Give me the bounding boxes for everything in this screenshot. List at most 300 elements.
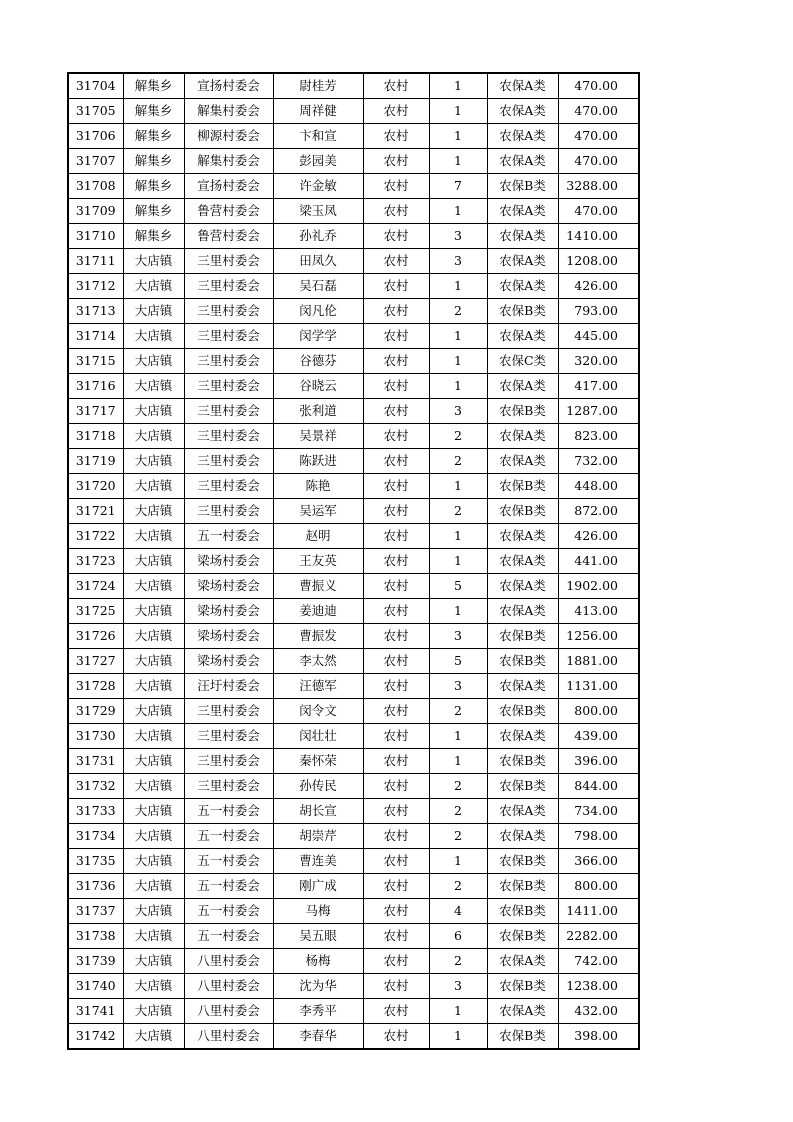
table-row	[68, 724, 639, 749]
table-row	[68, 749, 639, 774]
amount-cell: 872.00	[558, 499, 639, 524]
household-type-cell: 农村	[363, 949, 429, 974]
village-committee-cell: 解集村委会	[184, 149, 273, 174]
township-cell: 大店镇	[123, 324, 184, 349]
person-name-cell: 李太然	[273, 649, 363, 674]
insurance-category-cell: 农保B类	[487, 399, 558, 424]
household-type-cell: 农村	[363, 774, 429, 799]
amount-cell: 798.00	[558, 824, 639, 849]
village-committee-cell: 宣扬村委会	[184, 73, 273, 99]
insurance-category-cell: 农保A类	[487, 199, 558, 224]
village-committee-cell: 三里村委会	[184, 399, 273, 424]
township-cell: 大店镇	[123, 974, 184, 999]
table-row	[68, 99, 639, 124]
table-row	[68, 249, 639, 274]
table-row	[68, 899, 639, 924]
household-size-cell: 1	[429, 99, 487, 124]
household-type-cell: 农村	[363, 699, 429, 724]
person-name-cell: 沈为华	[273, 974, 363, 999]
township-cell: 大店镇	[123, 549, 184, 574]
township-cell: 解集乡	[123, 99, 184, 124]
person-name-cell: 曹振义	[273, 574, 363, 599]
insurance-category-cell: 农保A类	[487, 99, 558, 124]
person-name-cell: 许金敏	[273, 174, 363, 199]
person-name-cell: 尉桂芳	[273, 73, 363, 99]
record-number-cell: 31704	[68, 73, 123, 99]
household-size-cell: 1	[429, 349, 487, 374]
insurance-category-cell: 农保B类	[487, 974, 558, 999]
village-committee-cell: 八里村委会	[184, 999, 273, 1024]
person-name-cell: 闵壮壮	[273, 724, 363, 749]
record-number-cell: 31737	[68, 899, 123, 924]
person-name-cell: 陈艳	[273, 474, 363, 499]
table-row	[68, 524, 639, 549]
amount-cell: 448.00	[558, 474, 639, 499]
township-cell: 大店镇	[123, 574, 184, 599]
record-number-cell: 31720	[68, 474, 123, 499]
table-row	[68, 549, 639, 574]
amount-cell: 1256.00	[558, 624, 639, 649]
household-type-cell: 农村	[363, 399, 429, 424]
person-name-cell: 田凤久	[273, 249, 363, 274]
township-cell: 大店镇	[123, 474, 184, 499]
village-committee-cell: 八里村委会	[184, 1024, 273, 1050]
household-size-cell: 2	[429, 499, 487, 524]
person-name-cell: 谷晓云	[273, 374, 363, 399]
insurance-category-cell: 农保A类	[487, 424, 558, 449]
person-name-cell: 马梅	[273, 899, 363, 924]
township-cell: 大店镇	[123, 299, 184, 324]
household-size-cell: 1	[429, 149, 487, 174]
person-name-cell: 李秀平	[273, 999, 363, 1024]
record-number-cell: 31721	[68, 499, 123, 524]
township-cell: 大店镇	[123, 874, 184, 899]
township-cell: 大店镇	[123, 849, 184, 874]
person-name-cell: 周祥健	[273, 99, 363, 124]
household-type-cell: 农村	[363, 374, 429, 399]
household-size-cell: 2	[429, 874, 487, 899]
person-name-cell: 陈跃进	[273, 449, 363, 474]
insurance-category-cell: 农保A类	[487, 999, 558, 1024]
village-committee-cell: 三里村委会	[184, 749, 273, 774]
household-type-cell: 农村	[363, 449, 429, 474]
record-number-cell: 31733	[68, 799, 123, 824]
village-committee-cell: 三里村委会	[184, 299, 273, 324]
amount-cell: 1410.00	[558, 224, 639, 249]
person-name-cell: 刚广成	[273, 874, 363, 899]
household-type-cell: 农村	[363, 649, 429, 674]
amount-cell: 2282.00	[558, 924, 639, 949]
amount-cell: 732.00	[558, 449, 639, 474]
table-row	[68, 449, 639, 474]
record-number-cell: 31729	[68, 699, 123, 724]
insurance-category-cell: 农保A类	[487, 824, 558, 849]
household-type-cell: 农村	[363, 149, 429, 174]
amount-cell: 470.00	[558, 99, 639, 124]
insurance-category-cell: 农保B类	[487, 299, 558, 324]
record-number-cell: 31705	[68, 99, 123, 124]
household-size-cell: 1	[429, 274, 487, 299]
household-type-cell: 农村	[363, 199, 429, 224]
household-type-cell: 农村	[363, 299, 429, 324]
amount-cell: 426.00	[558, 274, 639, 299]
record-number-cell: 31725	[68, 599, 123, 624]
village-committee-cell: 梁场村委会	[184, 574, 273, 599]
record-number-cell: 31736	[68, 874, 123, 899]
table-row	[68, 399, 639, 424]
record-number-cell: 31719	[68, 449, 123, 474]
household-size-cell: 2	[429, 774, 487, 799]
household-size-cell: 1	[429, 749, 487, 774]
township-cell: 大店镇	[123, 349, 184, 374]
table-row	[68, 999, 639, 1024]
household-size-cell: 7	[429, 174, 487, 199]
township-cell: 解集乡	[123, 73, 184, 99]
amount-cell: 734.00	[558, 799, 639, 824]
township-cell: 大店镇	[123, 774, 184, 799]
household-type-cell: 农村	[363, 324, 429, 349]
household-size-cell: 2	[429, 699, 487, 724]
amount-cell: 441.00	[558, 549, 639, 574]
beneficiary-table	[67, 72, 640, 1050]
amount-cell: 1131.00	[558, 674, 639, 699]
township-cell: 大店镇	[123, 599, 184, 624]
insurance-category-cell: 农保B类	[487, 849, 558, 874]
household-size-cell: 2	[429, 824, 487, 849]
record-number-cell: 31709	[68, 199, 123, 224]
household-size-cell: 2	[429, 299, 487, 324]
household-size-cell: 1	[429, 474, 487, 499]
household-size-cell: 3	[429, 974, 487, 999]
village-committee-cell: 三里村委会	[184, 274, 273, 299]
record-number-cell: 31726	[68, 624, 123, 649]
household-type-cell: 农村	[363, 524, 429, 549]
person-name-cell: 赵明	[273, 524, 363, 549]
person-name-cell: 王友英	[273, 549, 363, 574]
household-size-cell: 3	[429, 624, 487, 649]
amount-cell: 439.00	[558, 724, 639, 749]
household-type-cell: 农村	[363, 874, 429, 899]
insurance-category-cell: 农保A类	[487, 574, 558, 599]
insurance-category-cell: 农保A类	[487, 549, 558, 574]
person-name-cell: 曹连美	[273, 849, 363, 874]
village-committee-cell: 五一村委会	[184, 524, 273, 549]
table-row	[68, 824, 639, 849]
amount-cell: 793.00	[558, 299, 639, 324]
township-cell: 大店镇	[123, 499, 184, 524]
household-size-cell: 1	[429, 124, 487, 149]
record-number-cell: 31728	[68, 674, 123, 699]
insurance-category-cell: 农保C类	[487, 349, 558, 374]
household-type-cell: 农村	[363, 924, 429, 949]
table-row	[68, 274, 639, 299]
household-type-cell: 农村	[363, 99, 429, 124]
person-name-cell: 闵凡伦	[273, 299, 363, 324]
amount-cell: 470.00	[558, 124, 639, 149]
household-type-cell: 农村	[363, 249, 429, 274]
household-size-cell: 2	[429, 949, 487, 974]
household-size-cell: 5	[429, 574, 487, 599]
table-row	[68, 974, 639, 999]
village-committee-cell: 八里村委会	[184, 949, 273, 974]
insurance-category-cell: 农保A类	[487, 799, 558, 824]
township-cell: 大店镇	[123, 524, 184, 549]
insurance-category-cell: 农保A类	[487, 524, 558, 549]
township-cell: 大店镇	[123, 924, 184, 949]
person-name-cell: 杨梅	[273, 949, 363, 974]
township-cell: 大店镇	[123, 799, 184, 824]
household-type-cell: 农村	[363, 224, 429, 249]
insurance-category-cell: 农保A类	[487, 674, 558, 699]
insurance-category-cell: 农保A类	[487, 149, 558, 174]
person-name-cell: 姜迪迪	[273, 599, 363, 624]
record-number-cell: 31710	[68, 224, 123, 249]
person-name-cell: 汪德军	[273, 674, 363, 699]
village-committee-cell: 鲁营村委会	[184, 224, 273, 249]
record-number-cell: 31727	[68, 649, 123, 674]
record-number-cell: 31723	[68, 549, 123, 574]
table-row	[68, 799, 639, 824]
insurance-category-cell: 农保B类	[487, 699, 558, 724]
table-row	[68, 424, 639, 449]
village-committee-cell: 五一村委会	[184, 824, 273, 849]
township-cell: 解集乡	[123, 124, 184, 149]
insurance-category-cell: 农保B类	[487, 474, 558, 499]
record-number-cell: 31708	[68, 174, 123, 199]
village-committee-cell: 梁场村委会	[184, 624, 273, 649]
household-size-cell: 2	[429, 449, 487, 474]
household-size-cell: 5	[429, 649, 487, 674]
household-type-cell: 农村	[363, 899, 429, 924]
village-committee-cell: 三里村委会	[184, 724, 273, 749]
village-committee-cell: 三里村委会	[184, 349, 273, 374]
table-row	[68, 849, 639, 874]
insurance-category-cell: 农保A类	[487, 124, 558, 149]
amount-cell: 426.00	[558, 524, 639, 549]
amount-cell: 823.00	[558, 424, 639, 449]
insurance-category-cell: 农保A类	[487, 73, 558, 99]
record-number-cell: 31722	[68, 524, 123, 549]
person-name-cell: 吴石磊	[273, 274, 363, 299]
amount-cell: 3288.00	[558, 174, 639, 199]
insurance-category-cell: 农保A类	[487, 224, 558, 249]
insurance-category-cell: 农保B类	[487, 649, 558, 674]
amount-cell: 1881.00	[558, 649, 639, 674]
table-row	[68, 499, 639, 524]
village-committee-cell: 梁场村委会	[184, 549, 273, 574]
table-row	[68, 324, 639, 349]
village-committee-cell: 三里村委会	[184, 774, 273, 799]
amount-cell: 470.00	[558, 73, 639, 99]
record-number-cell: 31735	[68, 849, 123, 874]
household-type-cell: 农村	[363, 624, 429, 649]
table-row	[68, 949, 639, 974]
amount-cell: 366.00	[558, 849, 639, 874]
household-size-cell: 1	[429, 73, 487, 99]
village-committee-cell: 八里村委会	[184, 974, 273, 999]
record-number-cell: 31730	[68, 724, 123, 749]
village-committee-cell: 五一村委会	[184, 799, 273, 824]
person-name-cell: 孙礼乔	[273, 224, 363, 249]
amount-cell: 1208.00	[558, 249, 639, 274]
table-row	[68, 1024, 639, 1050]
amount-cell: 470.00	[558, 149, 639, 174]
amount-cell: 396.00	[558, 749, 639, 774]
household-size-cell: 1	[429, 324, 487, 349]
insurance-category-cell: 农保B类	[487, 749, 558, 774]
insurance-category-cell: 农保B类	[487, 499, 558, 524]
person-name-cell: 张利道	[273, 399, 363, 424]
record-number-cell: 31740	[68, 974, 123, 999]
person-name-cell: 李春华	[273, 1024, 363, 1050]
township-cell: 解集乡	[123, 224, 184, 249]
village-committee-cell: 三里村委会	[184, 449, 273, 474]
record-number-cell: 31724	[68, 574, 123, 599]
amount-cell: 470.00	[558, 199, 639, 224]
insurance-category-cell: 农保A类	[487, 374, 558, 399]
village-committee-cell: 汪圩村委会	[184, 674, 273, 699]
person-name-cell: 曹振发	[273, 624, 363, 649]
person-name-cell: 闵学学	[273, 324, 363, 349]
insurance-category-cell: 农保A类	[487, 449, 558, 474]
village-committee-cell: 五一村委会	[184, 849, 273, 874]
village-committee-cell: 三里村委会	[184, 249, 273, 274]
record-number-cell: 31714	[68, 324, 123, 349]
village-committee-cell: 五一村委会	[184, 899, 273, 924]
record-number-cell: 31706	[68, 124, 123, 149]
household-size-cell: 1	[429, 199, 487, 224]
household-size-cell: 1	[429, 524, 487, 549]
amount-cell: 1238.00	[558, 974, 639, 999]
record-number-cell: 31707	[68, 149, 123, 174]
table-row	[68, 649, 639, 674]
table-row	[68, 474, 639, 499]
insurance-category-cell: 农保A类	[487, 599, 558, 624]
amount-cell: 320.00	[558, 349, 639, 374]
household-type-cell: 农村	[363, 73, 429, 99]
household-type-cell: 农村	[363, 124, 429, 149]
insurance-category-cell: 农保A类	[487, 249, 558, 274]
person-name-cell: 谷德芬	[273, 349, 363, 374]
household-size-cell: 1	[429, 1024, 487, 1050]
record-number-cell: 31732	[68, 774, 123, 799]
amount-cell: 1411.00	[558, 899, 639, 924]
household-size-cell: 4	[429, 899, 487, 924]
household-size-cell: 2	[429, 799, 487, 824]
township-cell: 大店镇	[123, 624, 184, 649]
record-number-cell: 31717	[68, 399, 123, 424]
household-size-cell: 3	[429, 224, 487, 249]
household-size-cell: 1	[429, 549, 487, 574]
record-number-cell: 31734	[68, 824, 123, 849]
amount-cell: 445.00	[558, 324, 639, 349]
village-committee-cell: 五一村委会	[184, 924, 273, 949]
village-committee-cell: 解集村委会	[184, 99, 273, 124]
table-row	[68, 674, 639, 699]
household-size-cell: 1	[429, 599, 487, 624]
record-number-cell: 31731	[68, 749, 123, 774]
record-number-cell: 31742	[68, 1024, 123, 1050]
household-size-cell: 6	[429, 924, 487, 949]
village-committee-cell: 三里村委会	[184, 374, 273, 399]
township-cell: 大店镇	[123, 824, 184, 849]
table-row	[68, 73, 639, 99]
table-row	[68, 699, 639, 724]
household-size-cell: 1	[429, 724, 487, 749]
amount-cell: 398.00	[558, 1024, 639, 1050]
amount-cell: 1902.00	[558, 574, 639, 599]
insurance-category-cell: 农保A类	[487, 274, 558, 299]
person-name-cell: 梁玉凤	[273, 199, 363, 224]
household-type-cell: 农村	[363, 599, 429, 624]
record-number-cell: 31713	[68, 299, 123, 324]
amount-cell: 413.00	[558, 599, 639, 624]
township-cell: 大店镇	[123, 424, 184, 449]
table-row	[68, 924, 639, 949]
insurance-category-cell: 农保B类	[487, 924, 558, 949]
person-name-cell: 吴景祥	[273, 424, 363, 449]
village-committee-cell: 梁场村委会	[184, 649, 273, 674]
village-committee-cell: 宣扬村委会	[184, 174, 273, 199]
record-number-cell: 31741	[68, 999, 123, 1024]
table-row	[68, 174, 639, 199]
village-committee-cell: 鲁营村委会	[184, 199, 273, 224]
household-type-cell: 农村	[363, 799, 429, 824]
household-type-cell: 农村	[363, 849, 429, 874]
village-committee-cell: 梁场村委会	[184, 599, 273, 624]
table-row	[68, 149, 639, 174]
township-cell: 大店镇	[123, 999, 184, 1024]
record-number-cell: 31711	[68, 249, 123, 274]
person-name-cell: 胡长宣	[273, 799, 363, 824]
person-name-cell: 闵令文	[273, 699, 363, 724]
household-type-cell: 农村	[363, 974, 429, 999]
table-row	[68, 224, 639, 249]
table-row	[68, 599, 639, 624]
record-number-cell: 31718	[68, 424, 123, 449]
household-type-cell: 农村	[363, 474, 429, 499]
township-cell: 解集乡	[123, 149, 184, 174]
table-row	[68, 349, 639, 374]
record-number-cell: 31716	[68, 374, 123, 399]
amount-cell: 742.00	[558, 949, 639, 974]
household-size-cell: 3	[429, 399, 487, 424]
amount-cell: 432.00	[558, 999, 639, 1024]
insurance-category-cell: 农保A类	[487, 324, 558, 349]
township-cell: 大店镇	[123, 1024, 184, 1050]
township-cell: 大店镇	[123, 724, 184, 749]
table-row	[68, 374, 639, 399]
insurance-category-cell: 农保A类	[487, 724, 558, 749]
township-cell: 大店镇	[123, 699, 184, 724]
insurance-category-cell: 农保B类	[487, 174, 558, 199]
person-name-cell: 秦怀荣	[273, 749, 363, 774]
insurance-category-cell: 农保B类	[487, 774, 558, 799]
household-type-cell: 农村	[363, 574, 429, 599]
household-type-cell: 农村	[363, 824, 429, 849]
person-name-cell: 彭园美	[273, 149, 363, 174]
person-name-cell: 卞和宣	[273, 124, 363, 149]
household-size-cell: 3	[429, 674, 487, 699]
person-name-cell: 胡崇芹	[273, 824, 363, 849]
township-cell: 大店镇	[123, 749, 184, 774]
township-cell: 大店镇	[123, 899, 184, 924]
table-row	[68, 574, 639, 599]
household-type-cell: 农村	[363, 1024, 429, 1050]
record-number-cell: 31715	[68, 349, 123, 374]
household-size-cell: 3	[429, 249, 487, 274]
table-row	[68, 774, 639, 799]
